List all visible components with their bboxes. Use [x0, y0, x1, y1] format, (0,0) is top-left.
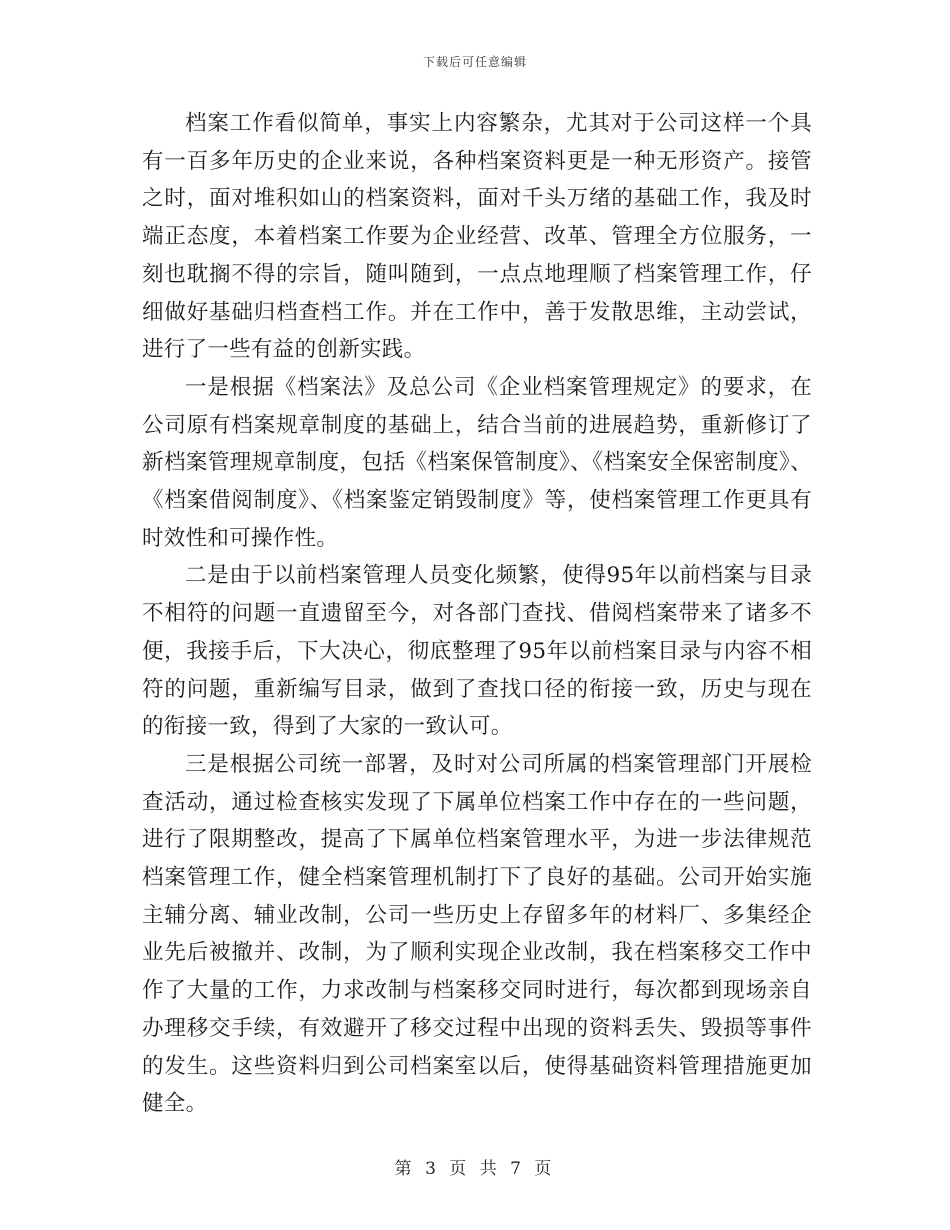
- document-body: [142, 105, 812, 1123]
- paragraph-two: 二是由于以前档案管理人员变化频繁，使得95年以前档案与目录不相符的问题一直遗留至今，对各部门查找、借阅档案带来了诸多不便，我接手后，下大决心，彻底整理了95年以前档案目录与内容不相符的问题，重新编写目录，做到了查找口径的衔接一致，历史与现在的衔接一致，得到了大家的一致认可。: [142, 563, 812, 740]
- paragraph-three: 三是根据公司统一部署，及时对公司所属的档案管理部门开展检查活动，通过检查核实发现了下属单位档案工作中存在的一些问题，进行了限期整改，提高了下属单位档案管理水平，为进一步法律规范档案管理工作，健全档案管理机制打下了良好的基础。公司开始实施主辅分离、辅业改制，公司一些历史上存留多年的材料厂、多集经企业先后被撤并、改制，为了顺利实现企业改制，我在档案移交工作中作了大量的工作，力求改制与档案移交同时进行，每次都到现场亲自办理移交手续，有效避开了移交过程中出现的资料丢失、毁损等事件的发生。这些资料归到公司档案室以后，使得基础资料管理措施更加健全。: [142, 751, 812, 1117]
- page-footer: 第 3 页 共 7 页: [394, 1159, 556, 1179]
- paragraph-intro: 档案工作看似简单，事实上内容繁杂，尤其对于公司这样一个具有一百多年历史的企业来说，各种档案资料更是一种无形资产。接管之时，面对堆积如山的档案资料，面对千头万绪的基础工作，我及时端正态度，本着档案工作要为企业经营、改革、管理全方位服务，一刻也耽搁不得的宗旨，随叫随到，一点点地理顺了档案管理工作，仔细做好基础归档查档工作。并在工作中，善于发散思维，主动尝试，进行了一些有益的创新实践。: [142, 111, 812, 363]
- paragraph-one: 一是根据《档案法》及总公司《企业档案管理规定》的要求，在公司原有档案规章制度的基础上，结合当前的进展趋势，重新修订了新档案管理规章制度，包括《档案保管制度》、《档案安全保密制度》、《档案借阅制度》、《档案鉴定销毁制度》等，使档案管理工作更具有时效性和可操作性。: [142, 374, 812, 551]
- page-header: 下载后可任意编辑: [422, 55, 527, 69]
